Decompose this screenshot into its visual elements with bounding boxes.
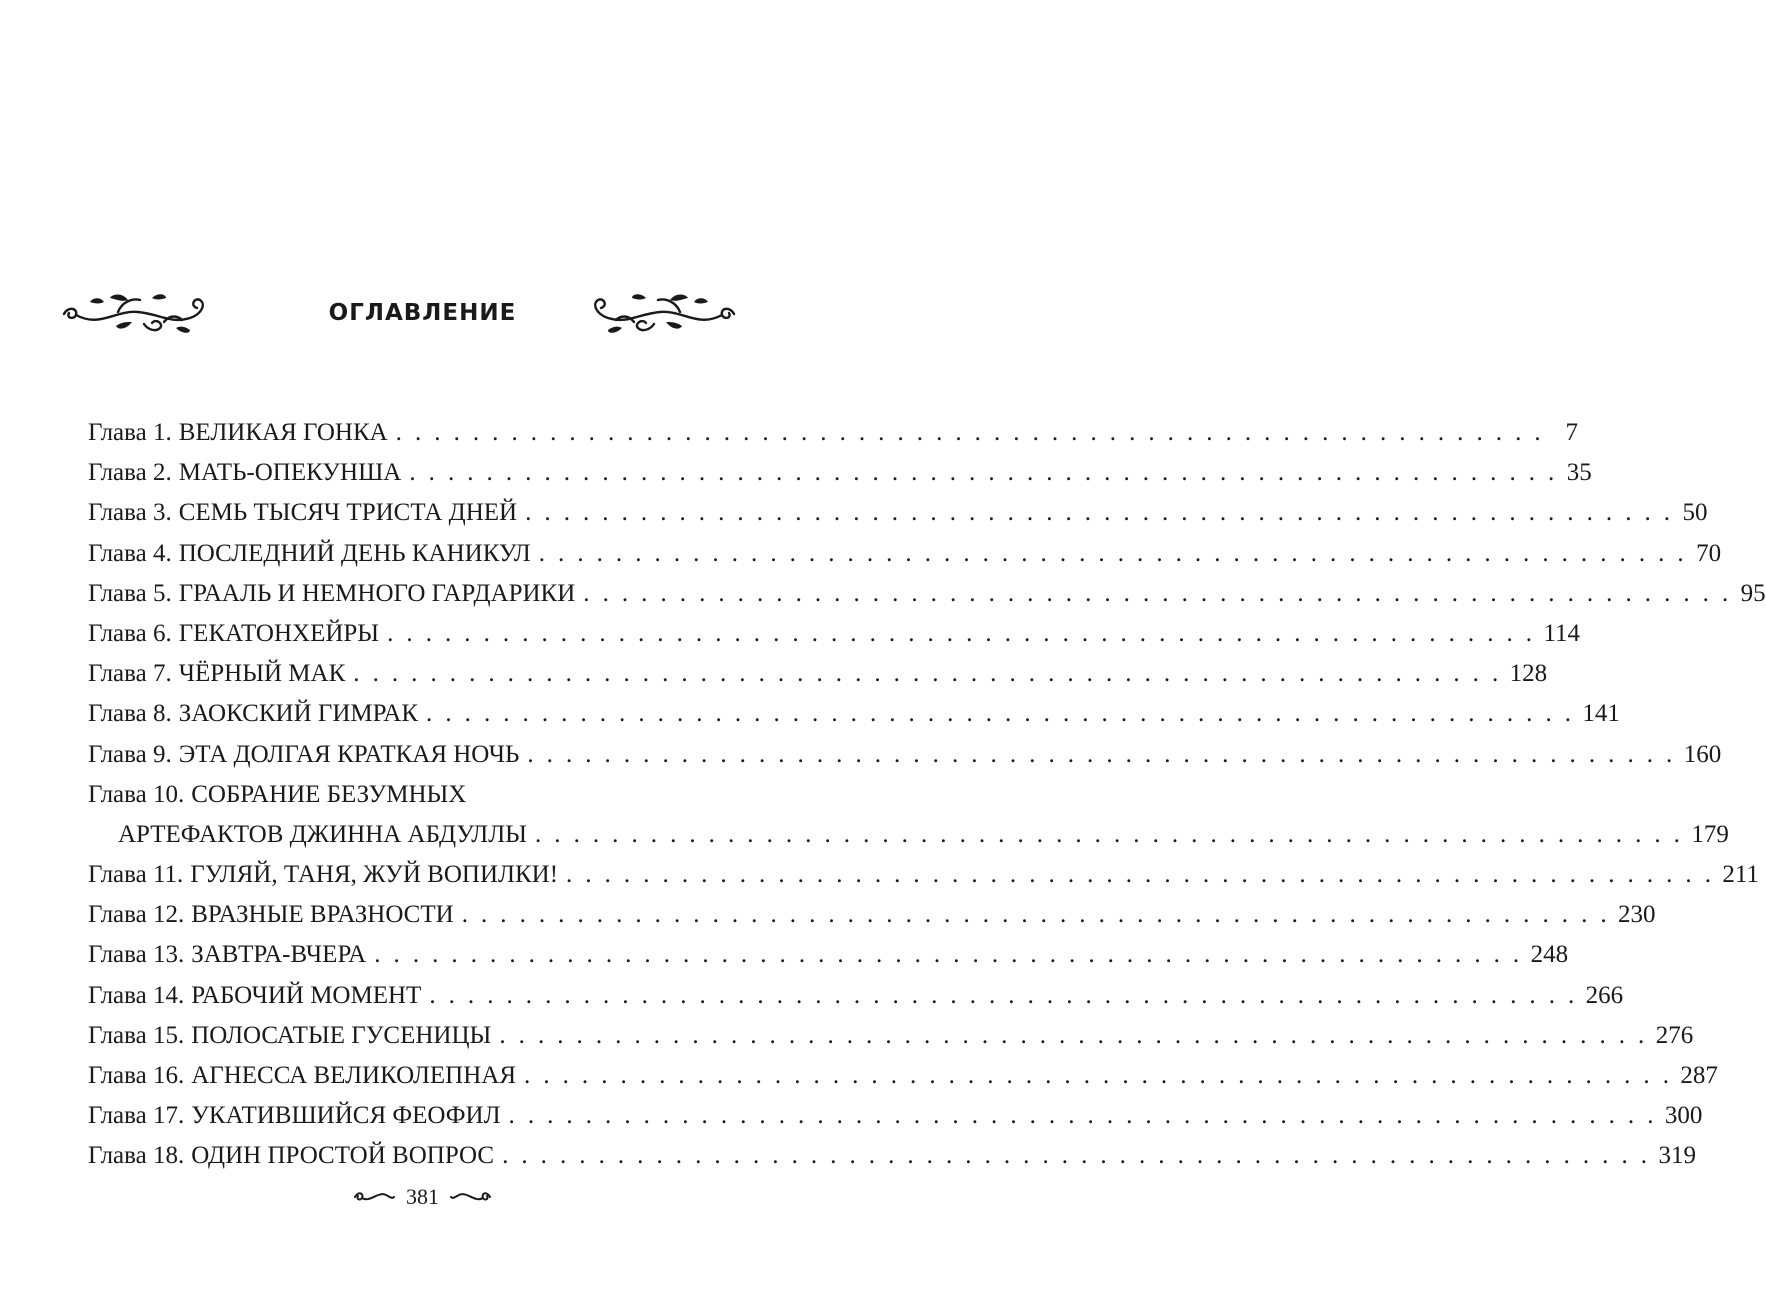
chapter-page-number: 128 xyxy=(1509,660,1548,688)
toc-line xyxy=(88,654,1548,694)
chapter-label: Глава 7. xyxy=(88,660,172,688)
toc-line xyxy=(88,534,1722,574)
chapter-title: ГУЛЯЙ, ТАНЯ, ЖУЙ ВОПИЛКИ! xyxy=(190,861,559,889)
toc-entry xyxy=(88,855,1759,895)
chapter-title: АГНЕССА ВЕЛИКОЛЕПНАЯ xyxy=(191,1062,517,1089)
heading-row xyxy=(0,288,845,346)
toc-entry xyxy=(88,534,1722,574)
chapter-label: Глава 1. xyxy=(88,419,172,446)
toc-entry xyxy=(88,735,1722,775)
chapter-page-number: 287 xyxy=(1680,1062,1718,1089)
dot-leader: . . . . . . . . . . . . . . . . . . . . . . . . . . . . . . . . . . . . . . . . . . . . . . . . . . . . . . . . . . . . xyxy=(426,700,1575,728)
dot-leader: . . . . . . . . . . . . . . . . . . . . . . . . . . . . . . . . . . . . . . . . . . . . . . . . . . . . . . . . . . . . xyxy=(525,499,1674,527)
toc-line xyxy=(88,1056,1718,1096)
chapter-label: Глава 11. xyxy=(88,861,184,889)
chapter-page-number: 319 xyxy=(1658,1142,1696,1170)
toc-entry xyxy=(88,895,1656,935)
chapter-page-number: 141 xyxy=(1582,700,1620,728)
toc-line xyxy=(88,453,1592,493)
toc-line xyxy=(88,895,1656,935)
dot-leader: . . . . . . . . . . . . . . . . . . . . . . . . . . . . . . . . . . . . . . . . . . . . . . . . . . . . . . . . . . . . xyxy=(524,1062,1673,1089)
chapter-label: Глава 6. xyxy=(88,619,172,647)
dot-leader: . . . . . . . . . . . . . . . . . . . . . . . . . . . . . . . . . . . . . . . . . . . . . . . . . . . . . . . . . . . . xyxy=(429,981,1578,1009)
dot-leader: . . . . . . . . . . . . . . . . . . . . . . . . . . . . . . . . . . . . . . . . . . . . . . . . . . . . . . . . . . . . xyxy=(527,740,1676,768)
chapter-title: РАБОЧИЙ МОМЕНТ xyxy=(191,981,422,1009)
chapter-page-number: 95 xyxy=(1740,579,1766,607)
chapter-label: Глава 18. xyxy=(88,1142,185,1170)
dot-leader: . . . . . . . . . . . . . . . . . . . . . . . . . . . . . . . . . . . . . . . . . . . . . . . . . . . . . . . . . . . . xyxy=(461,901,1611,929)
chapter-label: Глава 17. xyxy=(88,1102,185,1130)
dot-leader: . . . . . . . . . . . . . . . . . . . . . . . . . . . . . . . . . . . . . . . . . . . . . . . . . . . . . . . . . . . . xyxy=(502,1142,1651,1170)
toc-line xyxy=(88,735,1722,775)
toc-line xyxy=(88,1016,1694,1056)
toc-entry xyxy=(88,976,1624,1016)
chapter-page-number: 248 xyxy=(1530,941,1569,969)
chapter-label: Глава 9. xyxy=(88,740,172,768)
page-number: 381 xyxy=(406,1184,439,1209)
chapter-title: ЧЁРНЫЙ МАК xyxy=(178,660,346,688)
chapter-title: ВЕЛИКАЯ ГОНКА xyxy=(178,419,388,446)
chapter-page-number: 35 xyxy=(1566,459,1592,487)
toc-line xyxy=(88,614,1581,654)
chapter-label: Глава 10. xyxy=(88,780,185,808)
chapter-title: ЭТА ДОЛГАЯ КРАТКАЯ НОЧЬ xyxy=(178,740,520,768)
toc-line xyxy=(88,1096,1703,1136)
toc-entry xyxy=(88,654,1548,694)
chapter-label: Глава 14. xyxy=(88,981,185,1009)
toc-line xyxy=(88,694,1620,734)
toc-line xyxy=(88,935,1569,975)
chapter-title: СЕМЬ ТЫСЯЧ ТРИСТА ДНЕЙ xyxy=(178,499,518,527)
chapter-label: Глава 8. xyxy=(88,700,172,728)
chapter-title: ПОСЛЕДНИЙ ДЕНЬ КАНИКУЛ xyxy=(178,539,531,567)
dot-leader: . . . . . . . . . . . . . . . . . . . . . . . . . . . . . . . . . . . . . . . . . . . . . . . . . . . . . . . . . . . . xyxy=(538,539,1688,567)
dot-leader: . . . . . . . . . . . . . . . . . . . . . . . . . . . . . . . . . . . . . . . . . . . . . . . . . . . . . . . . . . . . xyxy=(508,1102,1657,1130)
dot-leader: . . . . . . . . . . . . . . . . . . . . . . . . . . . . . . . . . . . . . . . . . . . . . . . . . . . . . . . . . . . . xyxy=(353,660,1502,688)
floral-ornament-left-icon xyxy=(60,288,210,346)
chapter-label: Глава 16. xyxy=(88,1062,185,1089)
chapter-page-number: 7 xyxy=(1565,419,1579,446)
toc-line xyxy=(88,413,1579,453)
toc-line xyxy=(88,1136,1696,1176)
toc-line xyxy=(88,855,1759,895)
dot-leader: . . . . . . . . . . . . . . . . . . . . . . . . . . . . . . . . . . . . . . . . . . . . . . . . . . . . . . . . . . . . xyxy=(534,820,1684,848)
chapter-label: Глава 15. xyxy=(88,1021,185,1049)
chapter-title: УКАТИВШИЙСЯ ФЕОФИЛ xyxy=(191,1102,501,1130)
chapter-page-number: 276 xyxy=(1655,1021,1694,1049)
chapter-page-number: 114 xyxy=(1543,619,1581,647)
floral-ornament-right-icon xyxy=(588,288,738,346)
toc-line xyxy=(88,574,1766,614)
chapter-title-continued: АРТЕФАКТОВ ДЖИННА АБДУЛЛЫ xyxy=(118,820,527,848)
toc-entry xyxy=(88,453,1592,493)
toc-line xyxy=(88,775,710,815)
dot-leader: . . . . . . . . . . . . . . . . . . . . . . . . . . . . . . . . . . . . . . . . . . . . . . . . . . . . . . . . . . . . xyxy=(395,419,1545,446)
toc-entry xyxy=(88,1056,1718,1096)
toc-line xyxy=(88,815,1729,855)
toc-line xyxy=(88,976,1624,1016)
chapter-title: ЗАВТРА-ВЧЕРА xyxy=(191,941,367,969)
toc-entry xyxy=(88,413,1579,453)
dot-leader: . . . . . . . . . . . . . . . . . . . . . . . . . . . . . . . . . . . . . . . . . . . . . . . . . . . . . . . . . . . . xyxy=(374,941,1523,969)
toc-entry xyxy=(88,935,1569,975)
chapter-label: Глава 4. xyxy=(88,539,172,567)
chapter-label: Глава 2. xyxy=(88,459,172,487)
chapter-title: ГРААЛЬ И НЕМНОГО ГАРДАРИКИ xyxy=(178,579,576,607)
toc-entry xyxy=(88,493,1708,533)
chapter-page-number: 50 xyxy=(1682,499,1708,527)
toc-entry xyxy=(88,614,1581,654)
toc-entry xyxy=(88,775,1729,855)
chapter-label: Глава 12. xyxy=(88,901,185,929)
chapter-page-number: 160 xyxy=(1683,740,1722,768)
page-footer xyxy=(0,1180,845,1214)
chapter-page-number: 300 xyxy=(1664,1102,1703,1130)
dot-leader: . . . . . . . . . . . . . . . . . . . . . . . . . . . . . . . . . . . . . . . . . . . . . . . . . . . . . . . . . . . . xyxy=(499,1021,1648,1049)
chapter-page-number: 266 xyxy=(1585,981,1624,1009)
toc-entry xyxy=(88,1016,1694,1056)
chapter-label: Глава 5. xyxy=(88,579,172,607)
page-title: ОГЛАВЛЕНИЕ xyxy=(328,300,517,326)
swash-right-icon xyxy=(449,1187,493,1207)
chapter-page-number: 70 xyxy=(1696,539,1722,567)
chapter-page-number: 179 xyxy=(1691,820,1729,848)
chapter-title: ЗАОКСКИЙ ГИМРАК xyxy=(178,700,419,728)
toc-entry xyxy=(88,694,1620,734)
chapter-label: Глава 13. xyxy=(88,941,185,969)
toc-entry xyxy=(88,1096,1703,1136)
chapter-title: ГЕКАТОНХЕЙРЫ xyxy=(178,619,380,647)
toc-entry xyxy=(88,1136,1696,1176)
toc-entry xyxy=(88,574,1766,614)
dot-leader: . . . . . . . . . . . . . . . . . . . . . . . . . . . . . . . . . . . . . . . . . . . . . . . . . . . . . . . . . . . . xyxy=(387,619,1536,647)
swash-left-icon xyxy=(352,1187,396,1207)
chapter-title: МАТЬ-ОПЕКУНША xyxy=(178,459,402,487)
chapter-page-number: 211 xyxy=(1722,861,1759,889)
chapter-title: СОБРАНИЕ БЕЗУМНЫХ xyxy=(191,780,467,808)
chapter-page-number: 230 xyxy=(1618,901,1656,929)
dot-leader: . . . . . . . . . . . . . . . . . . . . . . . . . . . . . . . . . . . . . . . . . . . . . . . . . . . . . . . . . . . . xyxy=(409,459,1558,487)
dot-leader: . . . . . . . . . . . . . . . . . . . . . . . . . . . . . . . . . . . . . . . . . . . . . . . . . . . . . . . . . . . . xyxy=(583,579,1732,607)
dot-leader: . . . . . . . . . . . . . . . . . . . . . . . . . . . . . . . . . . . . . . . . . . . . . . . . . . . . . . . . . . . . xyxy=(566,861,1715,889)
table-of-contents xyxy=(88,413,1766,1177)
toc-line xyxy=(88,493,1708,533)
chapter-title: ВРАЗНЫЕ ВРАЗНОСТИ xyxy=(191,901,454,929)
chapter-title: ОДИН ПРОСТОЙ ВОПРОС xyxy=(191,1142,495,1170)
chapter-title: ПОЛОСАТЫЕ ГУСЕНИЦЫ xyxy=(191,1021,492,1049)
chapter-label: Глава 3. xyxy=(88,499,172,527)
